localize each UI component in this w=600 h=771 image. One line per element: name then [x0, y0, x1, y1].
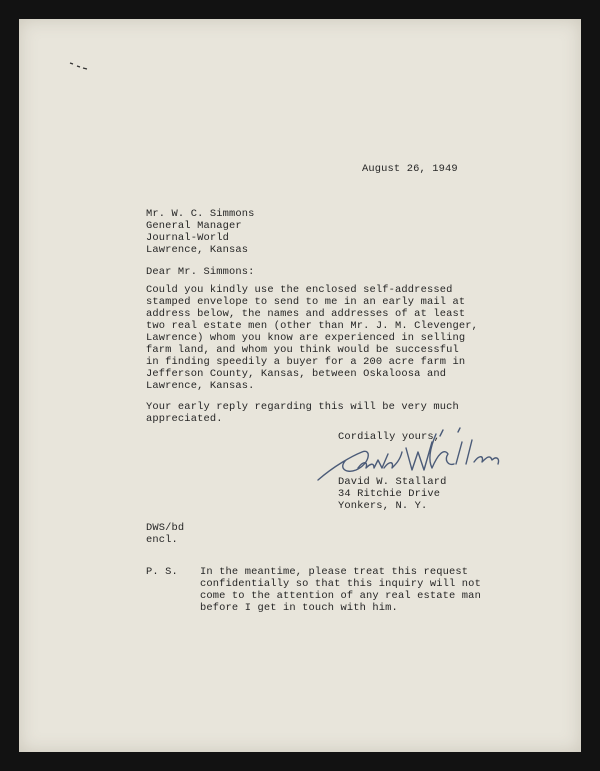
closing: Cordially yours,	[338, 431, 441, 443]
body-line: Lawrence) whom you know are experienced in selling	[146, 332, 466, 344]
enclosure-note: encl.	[146, 534, 178, 546]
body-line: address below, the names and addresses of at least	[146, 308, 466, 320]
sender-line: David W. Stallard	[338, 476, 447, 488]
sender-line: Yonkers, N. Y.	[338, 500, 428, 512]
body-line: in finding speedily a buyer for a 200 acre farm in	[146, 356, 466, 368]
sender-line: 34 Ritchie Drive	[338, 488, 441, 500]
body-line: Could you kindly use the enclosed self-addressed	[146, 284, 453, 296]
body-line: Jefferson County, Kansas, between Oskaloosa and	[146, 368, 447, 380]
recipient-line: Lawrence, Kansas	[146, 244, 249, 256]
postscript-label: P. S.	[146, 566, 178, 578]
body-line: appreciated.	[146, 413, 223, 425]
body-line: two real estate men (other than Mr. J. M. Clevenger,	[146, 320, 479, 332]
letter-paper	[19, 19, 581, 752]
salutation: Dear Mr. Simmons:	[146, 266, 255, 278]
body-line: Your early reply regarding this will be very much	[146, 401, 459, 413]
postscript-line: before I get in touch with him.	[200, 602, 398, 614]
paper-mark-icon	[69, 61, 91, 71]
recipient-line: General Manager	[146, 220, 242, 232]
postscript-line: come to the attention of any real estate man	[200, 590, 481, 602]
recipient-line: Journal-World	[146, 232, 230, 244]
letter-date: August 26, 1949	[362, 163, 458, 175]
recipient-line: Mr. W. C. Simmons	[146, 208, 255, 220]
body-line: Lawrence, Kansas.	[146, 380, 255, 392]
postscript-line: In the meantime, please treat this request	[200, 566, 469, 578]
body-line: farm land, and whom you think would be successful	[146, 344, 459, 356]
postscript-line: confidentially so that this inquiry will not	[200, 578, 481, 590]
body-line: stamped envelope to send to me in an early mail at	[146, 296, 466, 308]
reference-initials: DWS/bd	[146, 522, 185, 534]
